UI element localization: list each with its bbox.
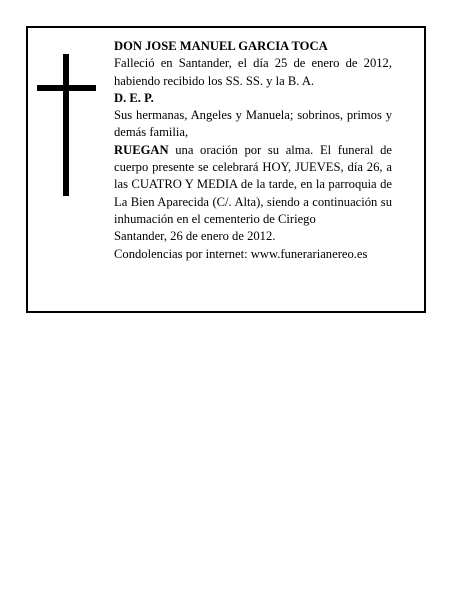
- dep-label: D. E. P.: [114, 90, 154, 105]
- deceased-name: DON JOSE MANUEL GARCIA TOCA: [114, 39, 328, 53]
- cross-icon-bar: [37, 85, 96, 91]
- place-date: Santander, 26 de enero de 2012.: [114, 229, 276, 244]
- cross-icon: [63, 54, 69, 196]
- death-statement: Falleció en Santander, el día 25 de enero de 2012, habiendo recibido los SS. SS. y la B. A.: [114, 56, 392, 88]
- request-word: RUEGAN: [114, 142, 169, 157]
- family-statement: Sus hermanas, Angeles y Manuela; sobrinos, primos y demás familia,: [114, 108, 392, 140]
- request-text: una oración por su alma. El funeral de cuerpo presente se celebrará HOY, JUEVES, día 26, a las CUATRO Y MEDIA de la tarde, en la parroquia de La Bien Aparecida (C/. Alta), siendo a continuación su inhumación en el cementerio de Ciriego: [114, 142, 392, 226]
- funeral-details: [114, 142, 392, 228]
- notice-body: [114, 38, 392, 263]
- condolences-line: Condolencias por internet: www.funerarianereo.es: [114, 246, 368, 261]
